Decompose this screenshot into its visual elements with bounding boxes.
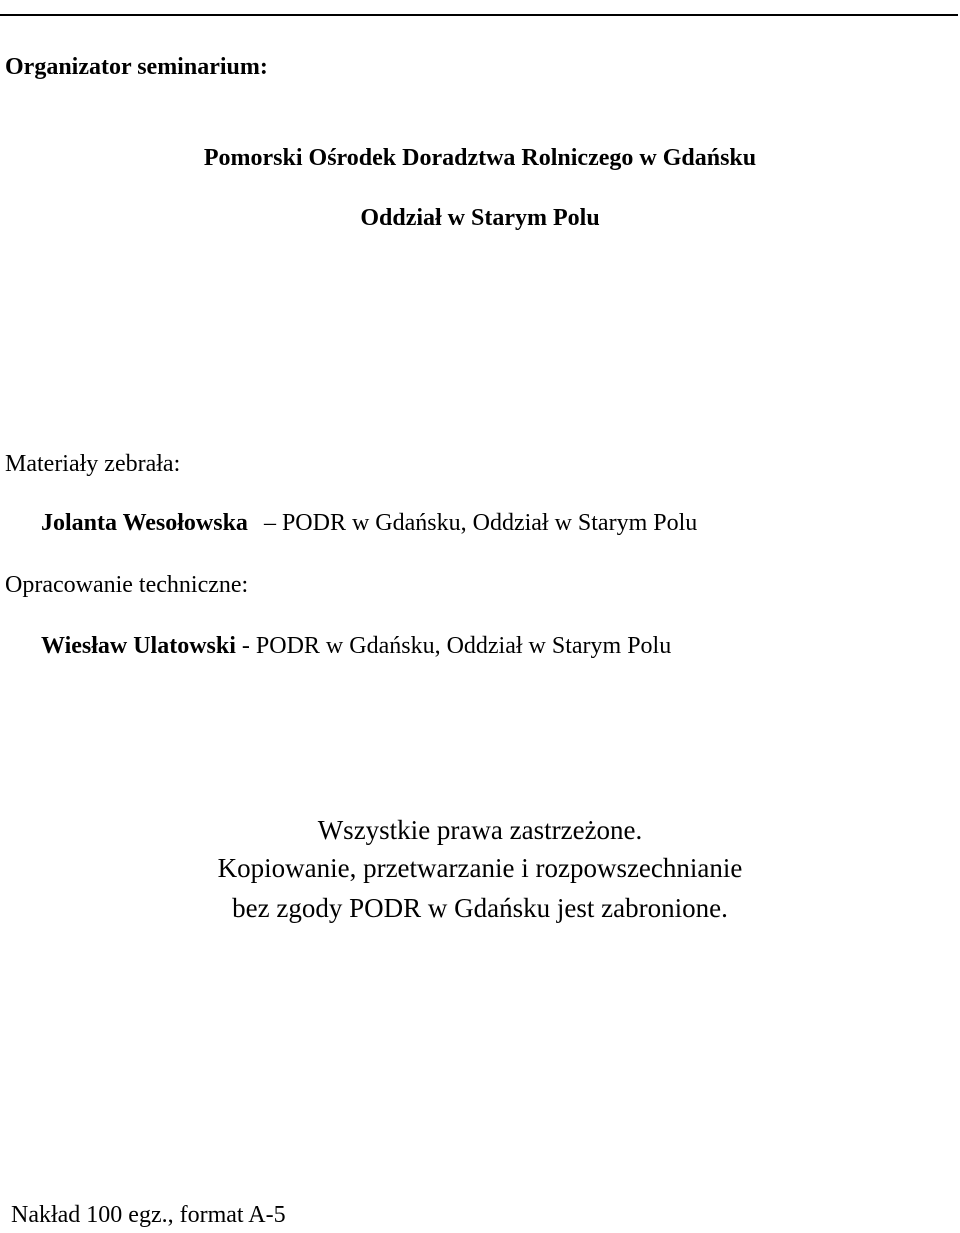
materials-person-name: Jolanta Wesołowska	[41, 510, 248, 536]
materials-dash: –	[263, 510, 276, 536]
rights-line-3: bez zgody PODR w Gdańsku jest zabronione.	[232, 893, 728, 923]
organizer-heading: Organizator seminarium:	[5, 54, 268, 80]
materials-credit	[41, 510, 697, 537]
materials-person-affiliation: PODR w Gdańsku, Oddział w Starym Polu	[281, 510, 698, 536]
organizer-name: Pomorski Ośrodek Doradztwa Rolniczego w Gdańsku	[203, 145, 757, 171]
rights-line-1: Wszystkie prawa zastrzeżone.	[317, 815, 643, 845]
technical-person-name: Wiesław Ulatowski	[41, 633, 236, 659]
edition-info: Nakład 100 egz., format A-5	[11, 1202, 286, 1228]
technical-person-affiliation: - PODR w Gdańsku, Oddział w Starym Polu	[235, 633, 672, 659]
technical-credit	[41, 633, 671, 660]
materials-heading: Materiały zebrała:	[5, 451, 181, 477]
header-rule	[0, 14, 958, 16]
technical-heading: Opracowanie techniczne:	[5, 572, 249, 598]
rights-line-2: Kopiowanie, przetwarzanie i rozpowszechnianie	[217, 853, 743, 883]
organizer-branch: Oddział w Starym Polu	[360, 205, 600, 231]
